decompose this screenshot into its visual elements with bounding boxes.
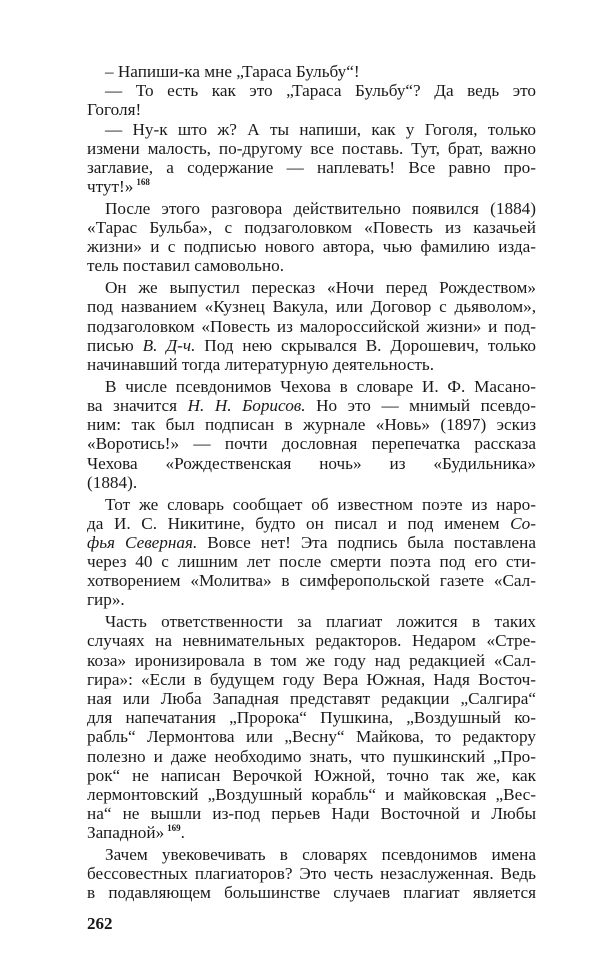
text-segment: Вовсе нет! Эта подпись была поставлена <box>197 532 536 552</box>
text-segment: в подавляющем большинстве случаев плагиат является <box>87 883 536 903</box>
text-segment: Тот же словарь сообщает об известном поэте из наро- <box>105 494 536 514</box>
text-segment: Зачем увековечивать в словарях псевдонимов имена <box>105 845 536 865</box>
italic-pseudonym: Со- <box>510 513 536 533</box>
text-line <box>87 883 536 902</box>
text-segment: писью <box>87 335 143 355</box>
text-line <box>87 158 536 177</box>
text-line <box>87 62 536 81</box>
text-segment: под названием «Кузнец Вакула, или Договор с дьяволом», <box>87 297 536 317</box>
text-segment: Под нею скрывался В. Дорошевич, только <box>195 335 536 355</box>
text-segment: Но это — мнимый псевдо- <box>305 395 537 415</box>
text-segment: на“ не вышли из-под перьев Нади Восточной и Любы <box>87 804 536 824</box>
text-segment: (1884). <box>87 472 138 492</box>
text-line <box>87 454 536 473</box>
text-line <box>87 670 536 689</box>
italic-pseudonym: фья Северная. <box>87 532 198 552</box>
text-line <box>87 804 536 823</box>
text-line <box>87 396 536 415</box>
text-segment: случаях на невнимательных редакторов. Недаром «Стре- <box>87 631 536 651</box>
text-line <box>87 533 536 552</box>
text-segment: Он же выпустил пересказ «Ночи перед Рождеством» <box>105 278 536 298</box>
text-segment: Гоголя! <box>87 100 142 120</box>
text-line <box>87 415 536 434</box>
text-line <box>87 355 536 374</box>
text-line <box>87 514 536 533</box>
text-segment: рок“ не написан Верочкой Южной, точно так же, как <box>87 765 536 785</box>
text-line <box>87 785 536 804</box>
text-line <box>87 237 536 256</box>
book-page-text <box>87 62 536 903</box>
text-line <box>87 823 536 842</box>
text-line <box>87 495 536 514</box>
text-line <box>87 571 536 590</box>
text-segment: бессовестных плагиаторов? Это честь незаслуженная. Ведь <box>87 864 536 884</box>
text-segment: для напечатания „Пророка“ Пушкина, „Воздушный ко- <box>87 708 536 728</box>
text-line <box>87 81 536 100</box>
footnote-reference: 169 <box>167 823 181 834</box>
text-line <box>87 317 536 336</box>
text-line <box>87 297 536 316</box>
text-segment: ная или Люба Западная представят редакции „Салгира“ <box>87 688 536 708</box>
text-line <box>87 689 536 708</box>
text-segment: ним: так был подписан в журнале «Новь» (1897) эскиз <box>87 415 536 435</box>
text-line <box>87 139 536 158</box>
text-segment: измени малость, по-другому все поставь. Тут, брат, важно <box>87 138 536 158</box>
text-segment: полезно и даже необходимо знать, что пушкинский „Про- <box>87 746 536 766</box>
italic-pseudonym: Н. Н. Борисов. <box>187 395 306 415</box>
text-segment: «Воротись!» — почти дословная перепечатка рассказа <box>87 434 536 454</box>
text-line <box>87 177 536 196</box>
text-line <box>87 708 536 727</box>
page-number: 262 <box>87 914 113 933</box>
text-segment: рабль“ Лермонтова или „Весну“ Майкова, то редактору <box>87 727 536 747</box>
text-line <box>87 256 536 275</box>
text-segment: ва значится <box>87 395 188 415</box>
text-line <box>87 218 536 237</box>
text-segment: – Напиши-ка мне „Тараса Бульбу“! <box>105 62 360 81</box>
text-segment: гир». <box>87 590 125 610</box>
text-line <box>87 473 536 492</box>
text-segment: чтут!» <box>87 177 134 197</box>
text-line <box>87 864 536 883</box>
text-segment: да И. С. Никитине, будто он писал и под именем <box>87 513 511 533</box>
text-segment: Западной» <box>87 823 165 843</box>
text-segment: . <box>180 823 185 843</box>
text-segment: коза» иронизировала в том же году над редакцией «Сал- <box>87 650 536 670</box>
text-segment: — Ну-к што ж? А ты напиши, как у Гоголя, только <box>105 119 536 139</box>
text-segment: подзаголовком «Повесть из малороссийской жизни» и под- <box>87 316 536 336</box>
text-segment: «Тарас Бульба», с подзаголовком «Повесть из казачьей <box>87 218 536 238</box>
text-line <box>87 199 536 218</box>
text-segment: тель поставил самовольно. <box>87 256 285 276</box>
text-line <box>87 377 536 396</box>
text-line <box>87 631 536 650</box>
text-line <box>87 278 536 297</box>
text-line <box>87 845 536 864</box>
text-segment: — То есть как это „Тараса Бульбу“? Да ведь это <box>105 81 536 101</box>
text-line <box>87 336 536 355</box>
footnote-reference: 168 <box>136 177 150 188</box>
text-line <box>87 590 536 609</box>
text-segment: гира»: «Если в будущем году Вера Южная, Надя Восточ- <box>87 669 536 689</box>
text-segment: начинавший тогда литературную деятельность. <box>87 355 435 374</box>
text-line <box>87 120 536 139</box>
text-segment: Часть ответственности за плагиат ложится в таких <box>105 612 536 632</box>
italic-pseudonym: В. Д-ч. <box>142 335 196 355</box>
text-line <box>87 612 536 631</box>
text-segment: жизни» и с подписью нового автора, чью фамилию изда- <box>87 237 536 257</box>
text-segment: лермонтовский „Воздушный корабль“ и майковская „Вес- <box>87 784 536 804</box>
text-line <box>87 747 536 766</box>
text-segment: После этого разговора действительно появился (1884) <box>105 198 536 218</box>
text-line <box>87 100 536 119</box>
text-segment: заглавие, а содержание — наплевать! Все равно про- <box>87 157 536 177</box>
text-line <box>87 727 536 746</box>
text-line <box>87 651 536 670</box>
text-segment: хотворением «Молитва» в симферопольской газете «Сал- <box>87 571 536 591</box>
text-line <box>87 552 536 571</box>
text-line <box>87 766 536 785</box>
text-segment: через 40 с лишним лет после смерти поэта под его сти- <box>87 552 536 572</box>
text-segment: В числе псевдонимов Чехова в словаре И. Ф. Масано- <box>105 376 536 396</box>
text-line <box>87 434 536 453</box>
text-segment: Чехова «Рождественская ночь» из «Будильника» <box>87 453 536 473</box>
